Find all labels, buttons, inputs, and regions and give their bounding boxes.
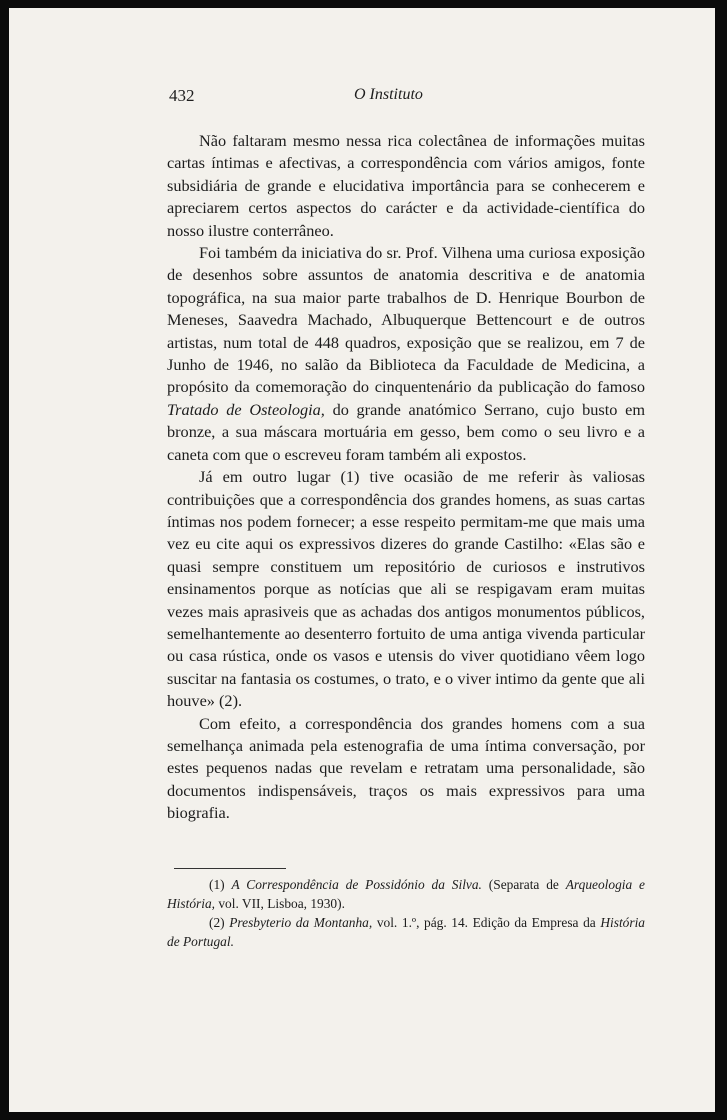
paragraph-1-text: Não faltaram mesmo nessa rica colectânea de informações muitas cartas íntimas e afectivas, a correspondência com vários amigos, fonte subsidiária de grande e elucidativa importância para se conhecerem e apreciarem certos aspectos do carácter e da actividade-científica do nosso ilustre conterrâneo.	[167, 131, 645, 240]
footnote-1-end: vol. VII, Lisboa, 1930).	[218, 896, 345, 911]
footnote-1-mid: (Separata de	[488, 877, 559, 892]
footnotes	[167, 875, 645, 951]
paragraph-2	[167, 242, 645, 466]
footnote-2-mark: (2)	[209, 915, 225, 930]
footnote-divider	[174, 868, 286, 869]
page-number: 432	[169, 86, 195, 105]
footnote-1-mark: (1)	[209, 877, 225, 892]
page-header	[9, 82, 715, 106]
paragraph-2-text-a: Foi também da iniciativa do sr. Prof. Vilhena uma curiosa exposição de desenhos sobre assuntos de anatomia descritiva e de anatomia topográfica, na sua maior parte trabalhos de D. Henrique Bourbon de Meneses, Saavedra Machado, Albuquerque Bettencourt e de outros artistas, num total de 448 quadros, exposição que se realizou, em 7 de Junho de 1946, no salão da Biblioteca da Faculdade de Medicina, a propósito da comemoração do cinquentenário da publicação do famoso	[167, 243, 645, 397]
paragraph-4-text: Com efeito, a correspondência dos grandes homens com a sua semelhança animada pela estenografia de uma íntima conversação, por estes pequenos nadas que revelam e retratam uma personalidade, são documentos indispensáveis, traços os mais expressivos para uma biografia.	[167, 713, 645, 823]
footnote-ref-1: (1)	[340, 467, 360, 487]
footnote-2-mid: vol. 1.º, pág. 14. Edição da Empresa da	[376, 915, 596, 930]
paragraph-4	[167, 713, 645, 825]
document-page	[9, 8, 715, 1112]
footnote-ref-2: (2).	[219, 691, 243, 711]
running-title: O Instituto	[354, 86, 423, 103]
footnote-2-title: Presbyterio da Montanha,	[229, 915, 373, 930]
paragraph-2-text-b: do grande anatómico Serrano, cujo busto em bronze, a sua máscara mortuária em gesso, bem como o seu livro e a caneta com que o escreveu foram também ali expostos.	[167, 399, 646, 464]
footnote-1	[167, 875, 645, 913]
body-text	[167, 130, 645, 825]
footnote-2-end: História de Portugal.	[167, 915, 645, 949]
paragraph-3-text-a: Já em outro lugar	[199, 467, 331, 487]
footnote-1-title: A Correspondência de Possidónio da Silva.	[231, 877, 482, 892]
footnote-1-journal: Arqueologia e História,	[167, 877, 645, 911]
paragraph-1	[167, 130, 645, 242]
paragraph-3-text-b: tive ocasião de me referir às valiosas contribuições que a correspondência dos grandes homens, as suas cartas íntimas nos podem fornecer; a esse respeito permitam-me que mais uma vez eu cite aqui os expressivos dizeres do grande Castilho: «Elas são e quasi sempre constituem um repositório de curiosos e instrutivos ensinamentos porque as notícias que ali se respigavam eram muitas vezes mais aprasiveis que as achadas dos antigos monumentos públicos, semelhantemente ao desenterro fortuito de uma antiga vivenda particular ou casa rústica, onde os vasos e utensis do viver quotidiano vêem logo suscitar na fantasia os costumes, o trato, e o viver intimo da gente que ali houve»	[167, 467, 646, 711]
book-title-osteologia: Tratado de Osteologia,	[167, 399, 325, 419]
footnote-2	[167, 913, 645, 951]
paragraph-3	[167, 466, 645, 712]
